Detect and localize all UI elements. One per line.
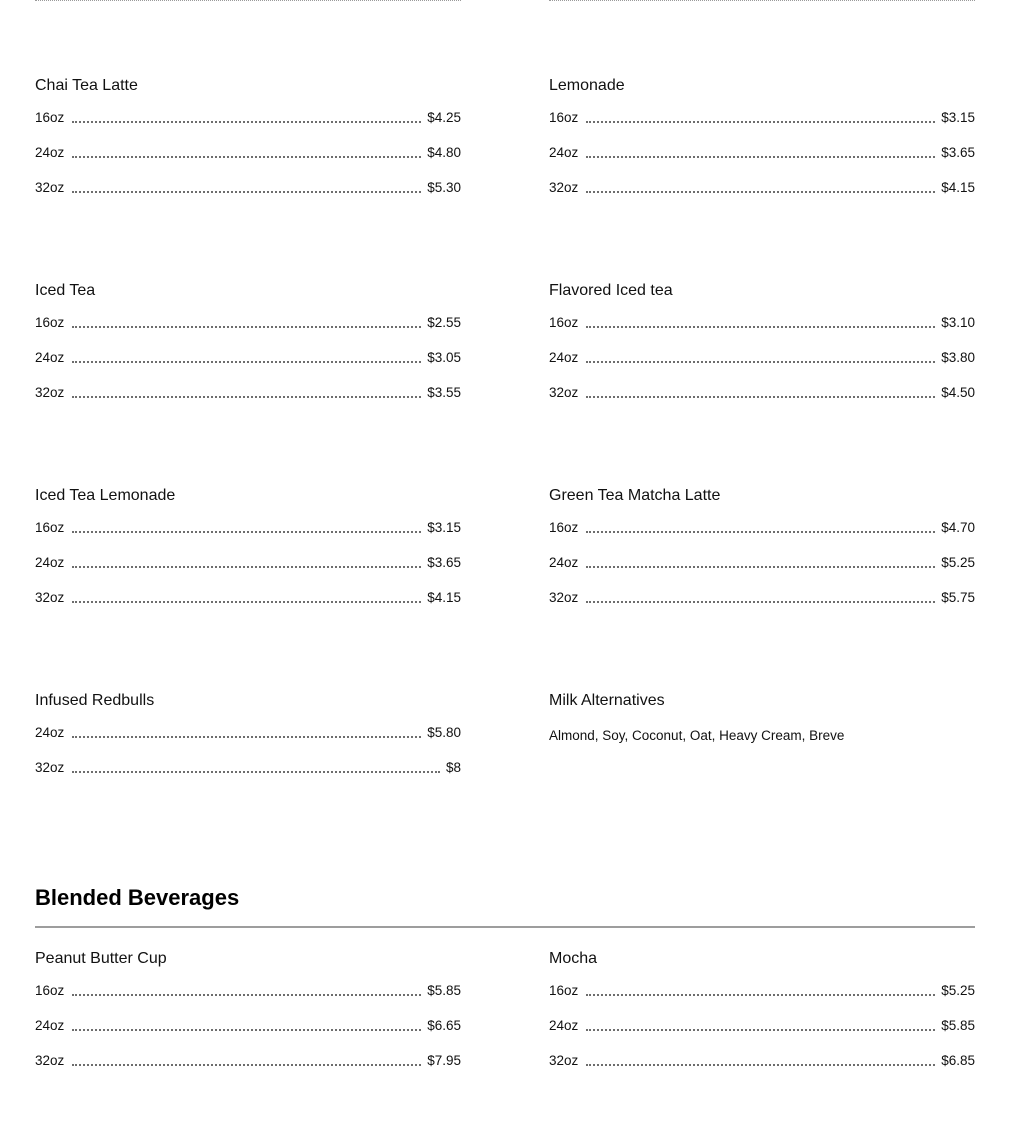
- dot-leader: [72, 761, 440, 773]
- price-list: [35, 110, 461, 215]
- price-row: [549, 180, 975, 215]
- size-label: 24oz: [549, 145, 579, 160]
- price-value: $5.25: [941, 983, 975, 998]
- price-value: $3.15: [941, 110, 975, 125]
- dot-leader: [72, 591, 421, 603]
- dot-leader: [72, 181, 421, 193]
- dot-leader: [586, 1054, 935, 1066]
- size-label: 32oz: [549, 590, 579, 605]
- size-label: 16oz: [35, 110, 65, 125]
- price-value: $4.80: [427, 145, 461, 160]
- menu-item-mocha: [549, 949, 975, 1088]
- price-row: [549, 110, 975, 145]
- price-value: $5.85: [941, 1018, 975, 1033]
- price-row: [549, 1053, 975, 1088]
- price-row: [549, 1018, 975, 1053]
- dot-leader: [586, 591, 935, 603]
- item-title: Chai Tea Latte: [35, 77, 138, 94]
- price-value: $5.75: [941, 590, 975, 605]
- size-label: 32oz: [35, 1053, 65, 1068]
- menu-item-flavored-iced-tea: [549, 281, 975, 420]
- price-value: $8: [445, 760, 461, 775]
- price-list: [35, 520, 461, 625]
- price-value: $3.05: [427, 350, 461, 365]
- price-value: $2.55: [427, 315, 461, 330]
- price-list: [549, 983, 975, 1088]
- size-label: 24oz: [35, 1018, 65, 1033]
- price-row: [35, 145, 461, 180]
- item-title: Milk Alternatives: [549, 692, 665, 709]
- dot-leader: [586, 386, 935, 398]
- price-row: [35, 1053, 461, 1088]
- price-row: [549, 520, 975, 555]
- price-value: $3.65: [427, 555, 461, 570]
- dot-leader: [586, 351, 935, 363]
- dot-leader: [72, 386, 421, 398]
- menu-item-iced-tea-lemonade: [35, 486, 461, 625]
- price-row: [549, 385, 975, 420]
- price-row: [35, 1018, 461, 1053]
- dot-leader: [72, 726, 421, 738]
- price-list: [35, 983, 461, 1088]
- price-row: [35, 520, 461, 555]
- previous-row-divider: [35, 0, 975, 2]
- menu-item-milk-alternatives: [549, 691, 975, 744]
- price-value: $7.95: [427, 1053, 461, 1068]
- price-value: $4.15: [941, 180, 975, 195]
- dot-leader: [586, 556, 935, 568]
- price-row: [549, 555, 975, 590]
- price-row: [549, 315, 975, 350]
- item-title: Mocha: [549, 950, 598, 967]
- price-value: $6.65: [427, 1018, 461, 1033]
- dot-leader: [72, 521, 421, 533]
- section-heading-blended-beverages: Blended Beverages: [35, 885, 240, 910]
- price-list: [549, 520, 975, 625]
- size-label: 32oz: [35, 590, 65, 605]
- item-title: Peanut Butter Cup: [35, 950, 167, 967]
- size-label: 24oz: [35, 350, 65, 365]
- price-row: [35, 110, 461, 145]
- price-value: $3.15: [427, 520, 461, 535]
- price-row: [35, 983, 461, 1018]
- size-label: 24oz: [35, 725, 65, 740]
- size-label: 32oz: [549, 1053, 579, 1068]
- price-row: [549, 350, 975, 385]
- size-label: 16oz: [35, 983, 65, 998]
- item-title: Flavored Iced tea: [549, 282, 673, 299]
- price-value: $5.80: [427, 725, 461, 740]
- size-label: 24oz: [549, 350, 579, 365]
- price-row: [35, 590, 461, 625]
- item-description: Almond, Soy, Coconut, Oat, Heavy Cream, Breve: [549, 728, 845, 743]
- price-value: $5.85: [427, 983, 461, 998]
- size-label: 24oz: [549, 1018, 579, 1033]
- dot-leader: [72, 316, 421, 328]
- price-value: $3.10: [941, 315, 975, 330]
- dot-leader: [72, 146, 421, 158]
- price-row: [35, 180, 461, 215]
- menu-item-chai-tea-latte: [35, 76, 461, 215]
- price-row: [549, 145, 975, 180]
- price-row: [35, 350, 461, 385]
- price-row: [35, 385, 461, 420]
- price-value: $3.65: [941, 145, 975, 160]
- menu-item-lemonade: [549, 76, 975, 215]
- price-value: $5.30: [427, 180, 461, 195]
- price-list: [549, 315, 975, 420]
- menu-item-peanut-butter-cup: [35, 949, 461, 1088]
- size-label: 16oz: [35, 520, 65, 535]
- menu-item-iced-tea: [35, 281, 461, 420]
- size-label: 32oz: [549, 180, 579, 195]
- item-title: Iced Tea Lemonade: [35, 487, 176, 504]
- price-row: [35, 315, 461, 350]
- dot-leader: [586, 984, 935, 996]
- price-value: $4.25: [427, 110, 461, 125]
- size-label: 16oz: [35, 315, 65, 330]
- price-row: [549, 983, 975, 1018]
- price-value: $6.85: [941, 1053, 975, 1068]
- dot-leader: [72, 556, 421, 568]
- item-title: Infused Redbulls: [35, 692, 155, 709]
- dot-leader: [72, 984, 421, 996]
- menu-item-green-tea-matcha-latte: [549, 486, 975, 625]
- item-title: Green Tea Matcha Latte: [549, 487, 721, 504]
- item-title: Iced Tea: [35, 282, 96, 299]
- price-value: $4.50: [941, 385, 975, 400]
- dot-leader: [586, 111, 935, 123]
- size-label: 32oz: [549, 385, 579, 400]
- price-row: [35, 725, 461, 760]
- price-row: [549, 590, 975, 625]
- menu-item-infused-redbulls: [35, 691, 461, 795]
- item-title: Lemonade: [549, 77, 625, 94]
- dot-leader: [72, 111, 421, 123]
- price-row: [35, 555, 461, 590]
- section-divider: [35, 926, 975, 928]
- size-label: 32oz: [35, 180, 65, 195]
- dot-leader: [72, 1019, 421, 1031]
- price-row: [35, 760, 461, 795]
- size-label: 24oz: [35, 145, 65, 160]
- dot-leader: [586, 316, 935, 328]
- dot-leader: [72, 351, 421, 363]
- price-value: $3.55: [427, 385, 461, 400]
- price-value: $3.80: [941, 350, 975, 365]
- size-label: 24oz: [549, 555, 579, 570]
- price-list: [35, 315, 461, 420]
- price-value: $4.15: [427, 590, 461, 605]
- size-label: 16oz: [549, 110, 579, 125]
- size-label: 24oz: [35, 555, 65, 570]
- price-list: [549, 110, 975, 215]
- dot-leader: [72, 1054, 421, 1066]
- size-label: 32oz: [35, 385, 65, 400]
- size-label: 16oz: [549, 315, 579, 330]
- size-label: 16oz: [549, 983, 579, 998]
- dot-leader: [586, 1019, 935, 1031]
- dot-leader: [586, 521, 935, 533]
- dot-leader: [586, 146, 935, 158]
- price-list: [35, 725, 461, 795]
- price-value: $4.70: [941, 520, 975, 535]
- dot-leader: [586, 181, 935, 193]
- size-label: 32oz: [35, 760, 65, 775]
- size-label: 16oz: [549, 520, 579, 535]
- price-value: $5.25: [941, 555, 975, 570]
